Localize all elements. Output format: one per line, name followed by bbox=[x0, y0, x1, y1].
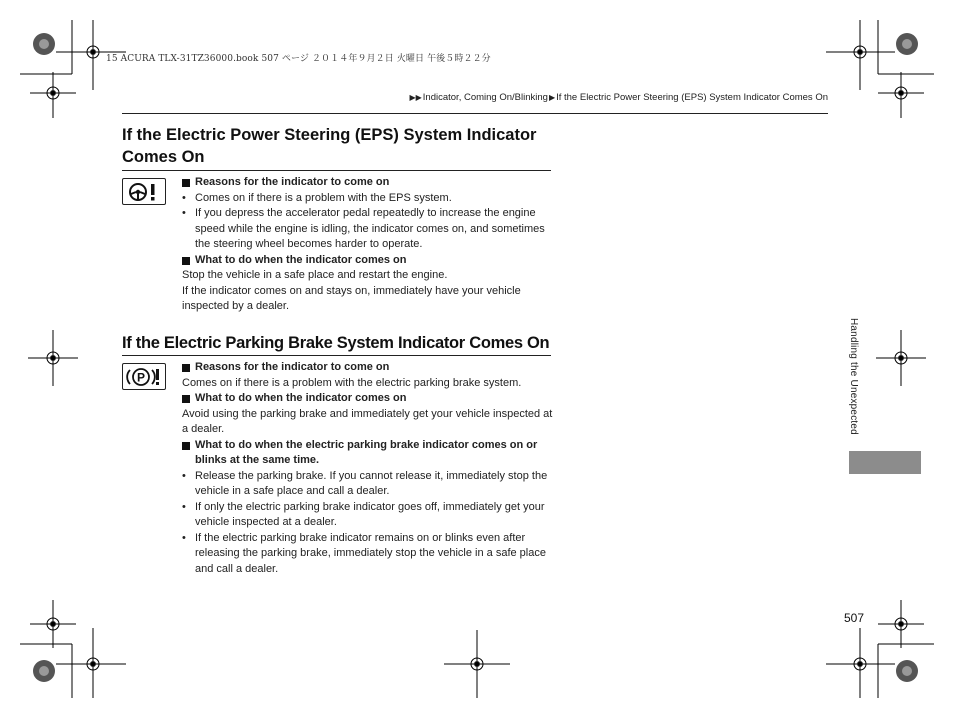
pb-reasons-text: Comes on if there is a problem with the electric parking brake system. bbox=[182, 376, 522, 389]
list-item: • If you depress the accelerator pedal repeatedly to increase the engine speed while the engine is idling, the indicator comes on, and sometimes the steering wheel becomes harder to operate. bbox=[182, 207, 545, 250]
list-item: • If only the electric parking brake indicator goes off, immediately get your vehicle inspected at a dealer. bbox=[182, 500, 545, 528]
square-bullet-icon bbox=[182, 395, 190, 403]
section-title-parking-brake: If the Electric Parking Brake System Indicator Comes On bbox=[122, 334, 550, 352]
pb-action-heading: What to do when the indicator comes on bbox=[182, 391, 554, 407]
eps-action-text: Stop the vehicle in a safe place and restart the engine. bbox=[182, 269, 448, 281]
page-number: 507 bbox=[843, 611, 864, 625]
print-file-line: 15 ACURA TLX-31TZ36000.book 507 ページ ２０１４年９月２日 火曜日 午後５時２２分 bbox=[106, 54, 491, 64]
eps-reasons-heading: Reasons for the indicator to come on bbox=[182, 175, 554, 191]
list-item: • If the electric parking brake indicator remains on or blinks even after releasing the parking brake, immediately stop the vehicle in a safe place and call a dealer. bbox=[182, 531, 546, 575]
section-rule-parking-brake bbox=[122, 355, 551, 356]
square-bullet-icon bbox=[182, 442, 190, 450]
side-tab-label[interactable]: Handling the Unexpected bbox=[848, 318, 859, 435]
list-item: • Release the parking brake. If you cannot release it, immediately stop the vehicle in a safe place and call a dealer. bbox=[182, 469, 548, 497]
header-rule bbox=[122, 113, 828, 114]
square-bullet-icon bbox=[182, 257, 190, 265]
square-bullet-icon bbox=[182, 179, 190, 187]
section-rule-eps bbox=[122, 170, 551, 171]
list-item: • Comes on if there is a problem with the EPS system. bbox=[182, 191, 452, 204]
breadcrumb-current: If the Electric Power Steering (EPS) System Indicator Comes On bbox=[556, 92, 828, 103]
breadcrumb-link-indicator[interactable]: Indicator, Coming On/Blinking bbox=[422, 92, 548, 103]
svg-text:P: P bbox=[136, 370, 146, 384]
square-bullet-icon bbox=[182, 364, 190, 372]
side-tab-block bbox=[849, 451, 921, 474]
parking-brake-content bbox=[182, 360, 554, 577]
parking-brake-warning-icon bbox=[122, 363, 166, 390]
pb-action-text: Avoid using the parking brake and immediately get your vehicle inspected at a dealer. bbox=[182, 407, 553, 435]
section-title-eps: If the Electric Power Steering (EPS) System Indicator Comes On bbox=[122, 126, 537, 166]
eps-content bbox=[182, 175, 554, 315]
eps-steering-warning-icon bbox=[122, 178, 166, 205]
eps-action-heading: What to do when the indicator comes on bbox=[182, 253, 554, 269]
breadcrumb-arrows: ▶▶ bbox=[409, 93, 422, 102]
eps-action-text-2: If the indicator comes on and stays on, immediately have your vehicle inspected by a dealer. bbox=[182, 284, 521, 312]
pb-blink-heading: What to do when the electric parking brake indicator comes on or blinks at the same time. bbox=[182, 438, 554, 469]
pb-reasons-heading: Reasons for the indicator to come on bbox=[182, 360, 554, 376]
breadcrumb bbox=[330, 92, 828, 103]
breadcrumb-separator: ▶ bbox=[548, 93, 556, 102]
